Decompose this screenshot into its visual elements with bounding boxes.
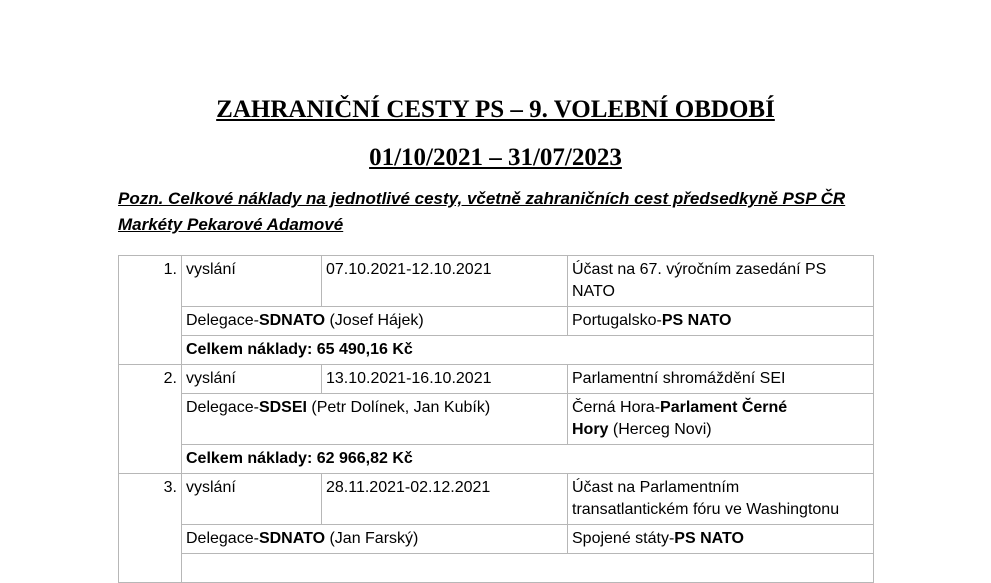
trip-cost: Celkem náklady: 62 966,82 Kč <box>182 445 874 474</box>
delegation-members: (Josef Hájek) <box>325 312 424 329</box>
note-line-2: Markéty Pekarové Adamové <box>118 215 344 234</box>
trip-delegation <box>182 394 568 445</box>
trip-delegation-row <box>119 307 874 336</box>
trip-event <box>568 256 874 307</box>
destination-prefix: Portugalsko- <box>572 312 662 329</box>
destination-bold-line-2: Hory <box>572 421 609 438</box>
trip-event: Parlamentní shromáždění SEI <box>568 365 874 394</box>
destination-bold: PS NATO <box>674 530 744 547</box>
destination-bold: PS NATO <box>661 312 732 329</box>
delegation-code: SDSEI <box>258 399 307 416</box>
destination-suffix: (Herceg Novi) <box>608 421 712 438</box>
delegation-members: (Petr Dolínek, Jan Kubík) <box>306 399 491 416</box>
trip-destination <box>568 525 874 554</box>
trip-dates: 07.10.2021-12.10.2021 <box>322 256 568 307</box>
trip-type: vyslání <box>182 474 322 525</box>
trip-delegation-row <box>119 394 874 445</box>
trip-cost-row <box>119 445 874 474</box>
note <box>118 186 878 238</box>
trip-type: vyslání <box>182 256 322 307</box>
trip-row <box>119 256 874 307</box>
trip-event-line-2: NATO <box>572 283 615 300</box>
destination-prefix: Spojené státy- <box>572 530 675 547</box>
trip-event-line-1: Účast na 67. výročním zasedání PS <box>572 261 827 278</box>
trip-number: 2. <box>119 365 182 474</box>
delegation-code: SDNATO <box>258 530 326 547</box>
trip-event-line-2: transatlantickém fóru ve Washingtonu <box>572 501 840 518</box>
delegation-prefix: Delegace- <box>186 530 259 547</box>
trip-dates: 28.11.2021-02.12.2021 <box>322 474 568 525</box>
trip-delegation <box>182 307 568 336</box>
trip-cost-row <box>119 336 874 365</box>
destination-prefix: Černá Hora- <box>572 399 661 416</box>
trip-event-line-1: Účast na Parlamentním <box>572 479 740 496</box>
note-line-1: Pozn. Celkové náklady na jednotlivé cesty, včetně zahraničních cest předsedkyně PSP ČR <box>118 189 846 208</box>
delegation-code: SDNATO <box>258 312 326 329</box>
delegation-prefix: Delegace- <box>186 312 259 329</box>
delegation-prefix: Delegace- <box>186 399 259 416</box>
trip-cost: Celkem náklady: 65 490,16 Kč <box>182 336 874 365</box>
trip-delegation-row <box>119 525 874 554</box>
trip-dates: 13.10.2021-16.10.2021 <box>322 365 568 394</box>
trip-destination <box>568 394 874 445</box>
document-title: ZAHRANIČNÍ CESTY PS – 9. VOLEBNÍ OBDOBÍ <box>216 96 775 123</box>
trip-destination <box>568 307 874 336</box>
document-period: 01/10/2021 – 31/07/2023 <box>369 144 622 171</box>
destination-bold: Parlament Černé <box>660 399 788 416</box>
trip-event <box>568 474 874 525</box>
trip-number: 3. <box>119 474 182 583</box>
trips-table <box>118 255 874 583</box>
delegation-members: (Jan Farský) <box>325 530 419 547</box>
trip-delegation <box>182 525 568 554</box>
trip-row <box>119 365 874 394</box>
trip-number: 1. <box>119 256 182 365</box>
trip-row <box>119 474 874 525</box>
trip-type: vyslání <box>182 365 322 394</box>
